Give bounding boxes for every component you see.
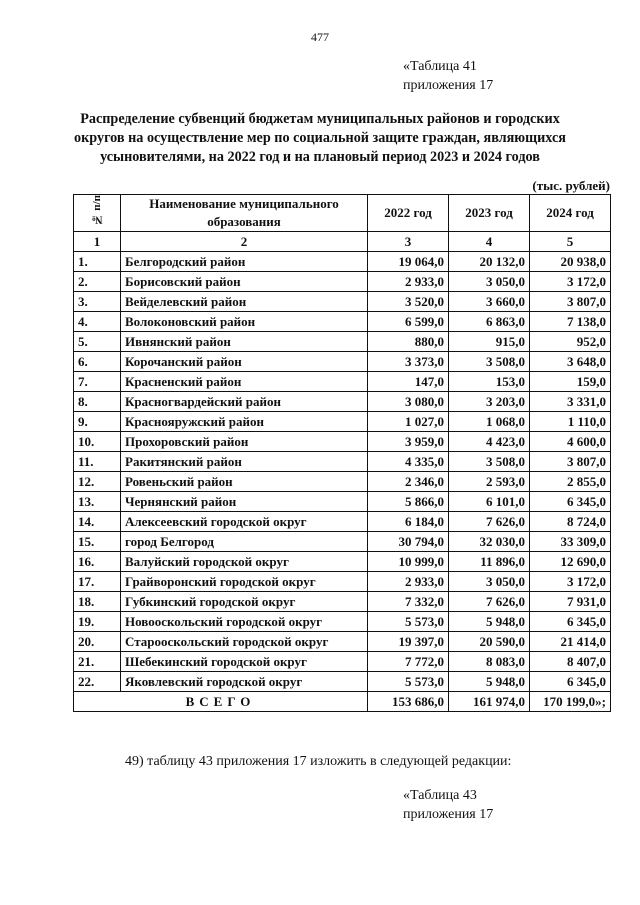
value-2022: 19 064,0 bbox=[368, 252, 449, 272]
value-2023: 3 050,0 bbox=[449, 572, 530, 592]
value-2023: 8 083,0 bbox=[449, 652, 530, 672]
row-number: 14. bbox=[74, 512, 121, 532]
value-2022: 30 794,0 bbox=[368, 532, 449, 552]
table-row bbox=[74, 432, 611, 452]
row-number: 15. bbox=[74, 532, 121, 552]
value-2023: 3 508,0 bbox=[449, 352, 530, 372]
table-caption-bottom bbox=[403, 786, 493, 824]
row-number: 10. bbox=[74, 432, 121, 452]
value-2024: 3 172,0 bbox=[530, 272, 611, 292]
row-number: 18. bbox=[74, 592, 121, 612]
row-number: 13. bbox=[74, 492, 121, 512]
column-number: 1 bbox=[74, 232, 121, 252]
row-number: 21. bbox=[74, 652, 121, 672]
municipality-name: Новооскольский городской округ bbox=[121, 612, 368, 632]
row-number: 7. bbox=[74, 372, 121, 392]
page-number: 477 bbox=[311, 30, 329, 44]
value-2022: 3 520,0 bbox=[368, 292, 449, 312]
value-2023: 153,0 bbox=[449, 372, 530, 392]
table-row bbox=[74, 312, 611, 332]
row-number: 12. bbox=[74, 472, 121, 492]
row-number: 4. bbox=[74, 312, 121, 332]
municipality-name: Губкинский городской округ bbox=[121, 592, 368, 612]
municipality-name: Ровеньский район bbox=[121, 472, 368, 492]
value-2024: 3 807,0 bbox=[530, 292, 611, 312]
value-2024: 7 931,0 bbox=[530, 592, 611, 612]
header-2023: 2023 год bbox=[449, 195, 530, 232]
amendment-text: 49) таблицу 43 приложения 17 изложить в следующей редакции: bbox=[125, 754, 512, 769]
municipality-name: Краснояружский район bbox=[121, 412, 368, 432]
municipality-name: Борисовский район bbox=[121, 272, 368, 292]
table-row bbox=[74, 492, 611, 512]
value-2022: 4 335,0 bbox=[368, 452, 449, 472]
value-2023: 5 948,0 bbox=[449, 672, 530, 692]
table-row bbox=[74, 252, 611, 272]
caption-line-1: «Таблица 43 bbox=[403, 788, 477, 803]
value-2022: 3 959,0 bbox=[368, 432, 449, 452]
table-row bbox=[74, 532, 611, 552]
table-row bbox=[74, 412, 611, 432]
value-2024: 4 600,0 bbox=[530, 432, 611, 452]
value-2024: 3 648,0 bbox=[530, 352, 611, 372]
municipality-name: Яковлевский городской округ bbox=[121, 672, 368, 692]
total-label: ВСЕГО bbox=[74, 692, 368, 712]
caption-line-2: приложения 17 bbox=[403, 807, 494, 822]
row-number: 9. bbox=[74, 412, 121, 432]
value-2024: 3 807,0 bbox=[530, 452, 611, 472]
municipality-name: город Белгород bbox=[121, 532, 368, 552]
value-2023: 3 660,0 bbox=[449, 292, 530, 312]
value-2022: 3 080,0 bbox=[368, 392, 449, 412]
municipality-name: Белгородский район bbox=[121, 252, 368, 272]
value-2022: 7 332,0 bbox=[368, 592, 449, 612]
table-row bbox=[74, 372, 611, 392]
value-2023: 20 132,0 bbox=[449, 252, 530, 272]
value-2023: 6 101,0 bbox=[449, 492, 530, 512]
value-2024: 6 345,0 bbox=[530, 672, 611, 692]
value-2024: 8 724,0 bbox=[530, 512, 611, 532]
municipality-name: Волоконовский район bbox=[121, 312, 368, 332]
value-2024: 20 938,0 bbox=[530, 252, 611, 272]
value-2022: 880,0 bbox=[368, 332, 449, 352]
value-2023: 32 030,0 bbox=[449, 532, 530, 552]
municipality-name: Прохоровский район bbox=[121, 432, 368, 452]
value-2024: 1 110,0 bbox=[530, 412, 611, 432]
table-row bbox=[74, 552, 611, 572]
value-2024: 159,0 bbox=[530, 372, 611, 392]
value-2023: 4 423,0 bbox=[449, 432, 530, 452]
value-2024: 21 414,0 bbox=[530, 632, 611, 652]
municipality-name: Красненский район bbox=[121, 372, 368, 392]
table-row bbox=[74, 612, 611, 632]
total-2022: 153 686,0 bbox=[368, 692, 449, 712]
value-2022: 10 999,0 bbox=[368, 552, 449, 572]
value-2023: 3 050,0 bbox=[449, 272, 530, 292]
header-2022: 2022 год bbox=[368, 195, 449, 232]
value-2022: 3 373,0 bbox=[368, 352, 449, 372]
value-2022: 7 772,0 bbox=[368, 652, 449, 672]
table-row bbox=[74, 472, 611, 492]
value-2022: 6 599,0 bbox=[368, 312, 449, 332]
header-num: № п/п bbox=[74, 195, 121, 232]
row-number: 20. bbox=[74, 632, 121, 652]
value-2022: 6 184,0 bbox=[368, 512, 449, 532]
value-2022: 5 573,0 bbox=[368, 672, 449, 692]
municipality-name: Чернянский район bbox=[121, 492, 368, 512]
column-number-row bbox=[74, 232, 611, 252]
row-number: 3. bbox=[74, 292, 121, 312]
municipality-name: Вейделевский район bbox=[121, 292, 368, 312]
total-2024: 170 199,0»; bbox=[530, 692, 611, 712]
column-number: 3 bbox=[368, 232, 449, 252]
municipality-name: Ракитянский район bbox=[121, 452, 368, 472]
value-2023: 2 593,0 bbox=[449, 472, 530, 492]
value-2023: 5 948,0 bbox=[449, 612, 530, 632]
municipality-name: Валуйский городской округ bbox=[121, 552, 368, 572]
row-number: 22. bbox=[74, 672, 121, 692]
total-2023: 161 974,0 bbox=[449, 692, 530, 712]
row-number: 11. bbox=[74, 452, 121, 472]
value-2022: 1 027,0 bbox=[368, 412, 449, 432]
value-2022: 5 866,0 bbox=[368, 492, 449, 512]
value-2022: 2 346,0 bbox=[368, 472, 449, 492]
row-number: 17. bbox=[74, 572, 121, 592]
units-label: (тыс. рублей) bbox=[532, 178, 610, 193]
value-2024: 3 172,0 bbox=[530, 572, 611, 592]
value-2022: 2 933,0 bbox=[368, 572, 449, 592]
column-number: 4 bbox=[449, 232, 530, 252]
header-2024: 2024 год bbox=[530, 195, 611, 232]
value-2023: 1 068,0 bbox=[449, 412, 530, 432]
municipality-name: Старооскольский городской округ bbox=[121, 632, 368, 652]
value-2024: 8 407,0 bbox=[530, 652, 611, 672]
value-2024: 952,0 bbox=[530, 332, 611, 352]
value-2024: 12 690,0 bbox=[530, 552, 611, 572]
table-row bbox=[74, 632, 611, 652]
header-name: Наименование муниципального образования bbox=[121, 195, 368, 232]
total-row bbox=[74, 692, 611, 712]
municipality-name: Красногвардейский район bbox=[121, 392, 368, 412]
table-row bbox=[74, 352, 611, 372]
value-2022: 19 397,0 bbox=[368, 632, 449, 652]
table-row bbox=[74, 652, 611, 672]
value-2024: 2 855,0 bbox=[530, 472, 611, 492]
document-title: Распределение субвенций бюджетам муниципальных районов и городских округов на осуществление мер по социальной защите граждан, являющихся усыновителями, на 2022 год и на плановый период 2023 и 2024 годов bbox=[74, 111, 566, 165]
table-row bbox=[74, 572, 611, 592]
value-2022: 147,0 bbox=[368, 372, 449, 392]
table-body bbox=[74, 252, 611, 692]
table-row bbox=[74, 392, 611, 412]
value-2023: 20 590,0 bbox=[449, 632, 530, 652]
value-2022: 5 573,0 bbox=[368, 612, 449, 632]
table-row bbox=[74, 292, 611, 312]
row-number: 19. bbox=[74, 612, 121, 632]
value-2023: 915,0 bbox=[449, 332, 530, 352]
subvention-table bbox=[73, 194, 611, 712]
column-number: 2 bbox=[121, 232, 368, 252]
row-number: 16. bbox=[74, 552, 121, 572]
table-header-row bbox=[74, 195, 611, 232]
table-row bbox=[74, 512, 611, 532]
row-number: 5. bbox=[74, 332, 121, 352]
value-2023: 7 626,0 bbox=[449, 512, 530, 532]
row-number: 8. bbox=[74, 392, 121, 412]
value-2023: 3 508,0 bbox=[449, 452, 530, 472]
caption-line-1: «Таблица 41 bbox=[403, 59, 477, 74]
value-2023: 6 863,0 bbox=[449, 312, 530, 332]
municipality-name: Ивнянский район bbox=[121, 332, 368, 352]
value-2024: 6 345,0 bbox=[530, 492, 611, 512]
caption-line-2: приложения 17 bbox=[403, 78, 494, 93]
row-number: 2. bbox=[74, 272, 121, 292]
value-2024: 3 331,0 bbox=[530, 392, 611, 412]
municipality-name: Корочанский район bbox=[121, 352, 368, 372]
municipality-name: Шебекинский городской округ bbox=[121, 652, 368, 672]
value-2024: 7 138,0 bbox=[530, 312, 611, 332]
value-2024: 6 345,0 bbox=[530, 612, 611, 632]
table-row bbox=[74, 272, 611, 292]
value-2023: 3 203,0 bbox=[449, 392, 530, 412]
value-2022: 2 933,0 bbox=[368, 272, 449, 292]
column-number: 5 bbox=[530, 232, 611, 252]
value-2023: 11 896,0 bbox=[449, 552, 530, 572]
value-2023: 7 626,0 bbox=[449, 592, 530, 612]
row-number: 6. bbox=[74, 352, 121, 372]
table-row bbox=[74, 672, 611, 692]
row-number: 1. bbox=[74, 252, 121, 272]
value-2024: 33 309,0 bbox=[530, 532, 611, 552]
table-caption-top bbox=[403, 57, 493, 95]
municipality-name: Алексеевский городской округ bbox=[121, 512, 368, 532]
table-row bbox=[74, 332, 611, 352]
table-row bbox=[74, 592, 611, 612]
municipality-name: Грайворонский городской округ bbox=[121, 572, 368, 592]
table-row bbox=[74, 452, 611, 472]
